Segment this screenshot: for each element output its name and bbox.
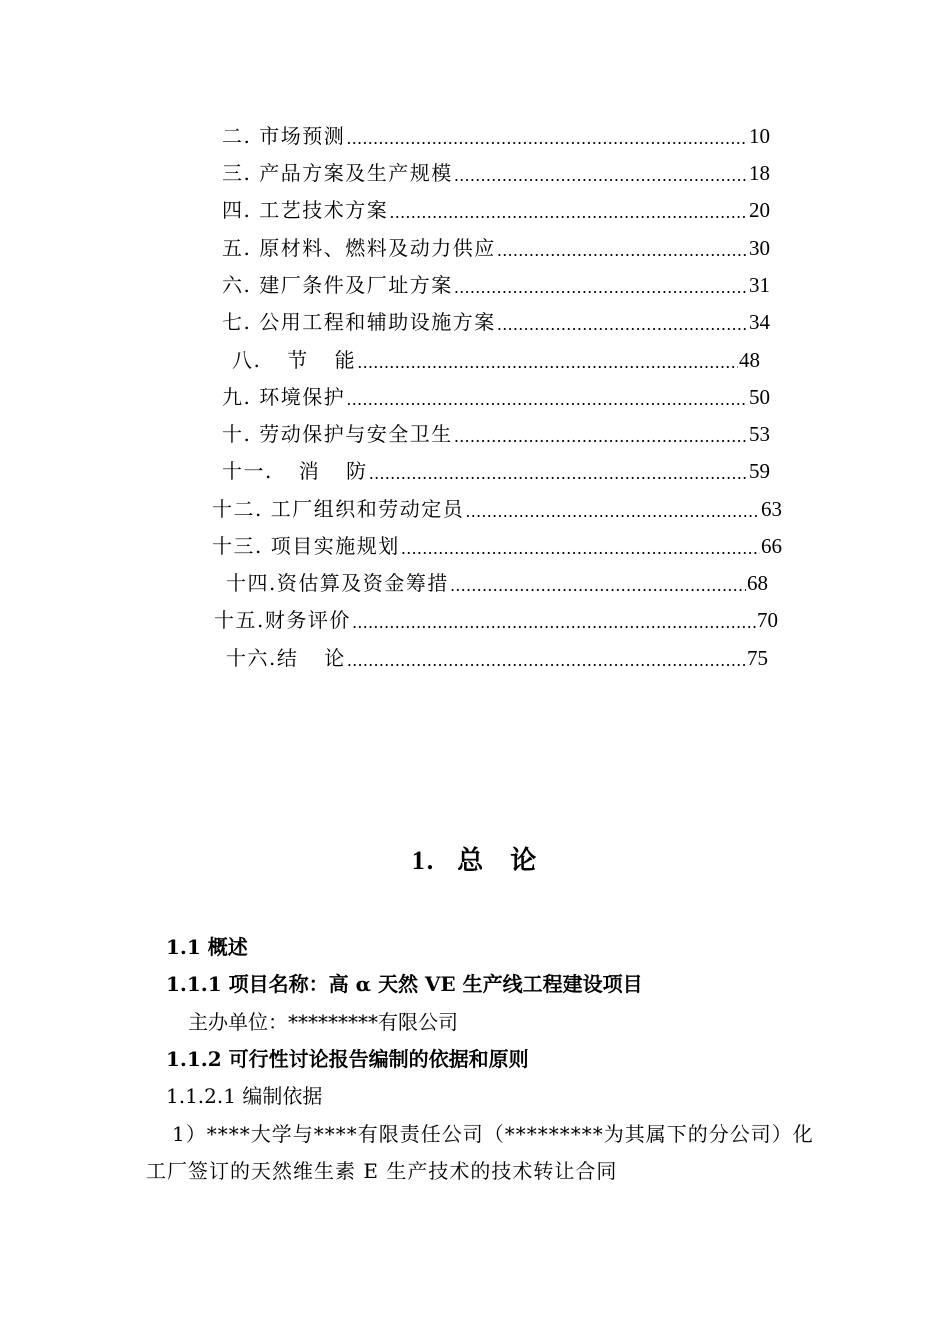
toc-entry-label: 十一. 消 防 [222,459,368,483]
chapter-number: 1. [411,846,436,875]
section-heading-1-1-1: 1.1.1 项目名称：高 α 天然 VE 生产线工程建设项目 [166,972,643,996]
toc-entry[interactable] [214,607,778,633]
toc-leader-dots [454,424,748,447]
toc-entry-label: 三. 产品方案及生产规模 [222,161,453,185]
toc-entry-page: 31 [749,273,770,297]
toc-entry-label: 十. 劳动保护与安全卫生 [222,422,453,446]
toc-entry[interactable] [226,570,768,596]
toc-leader-dots [369,461,748,484]
toc-entry-label: 十三. 项目实施规划 [212,534,400,558]
toc-leader-dots [357,350,738,373]
toc-leader-dots [389,200,748,223]
chapter-heading [0,840,950,877]
toc-leader-dots [497,312,748,335]
toc-leader-dots [346,126,748,149]
toc-entry-label: 十五.财务评价 [214,608,351,632]
toc-leader-dots [450,573,746,596]
toc-entry-label: 十四.资估算及资金筹措 [226,571,449,595]
section-heading-1-1: 1.1 概述 [166,935,248,959]
toc-entry-label: 十六.结 论 [226,646,346,670]
toc-entry[interactable] [222,160,770,186]
toc-entry-page: 63 [761,497,782,521]
toc-entry-page: 70 [757,608,778,632]
toc-entry-label: 五. 原材料、燃料及动力供应 [222,236,496,260]
toc-entry-label: 七. 公用工程和辅助设施方案 [222,310,496,334]
toc-entry-page: 20 [749,198,770,222]
toc-leader-dots [454,275,748,298]
toc-entry-page: 18 [749,161,770,185]
toc-entry[interactable] [222,309,770,335]
toc-leader-dots [347,648,746,671]
toc-leader-dots [401,536,760,559]
toc-entry-label: 九. 环境保护 [222,385,346,409]
toc-entry[interactable] [222,197,770,223]
toc-leader-dots [497,238,748,261]
toc-entry[interactable] [222,384,770,410]
toc-entry[interactable] [222,272,770,298]
toc-entry-page: 10 [749,124,770,148]
toc-entry[interactable] [222,458,770,484]
toc-entry[interactable] [222,421,770,447]
toc-entry-page: 68 [747,571,768,595]
toc-entry-page: 53 [749,422,770,446]
toc-leader-dots [465,499,760,522]
toc-entry-page: 30 [749,236,770,260]
toc-leader-dots [346,387,748,410]
toc-entry-label: 八. 节 能 [232,348,357,372]
toc-entry-label: 二. 市场预测 [222,124,346,148]
sponsor-line: 主办单位：*********有限公司 [188,1010,458,1034]
toc-entry[interactable] [222,235,770,261]
toc-entry-page: 34 [749,310,770,334]
section-heading-1-1-2: 1.1.2 可行性讨论报告编制的依据和原则 [166,1047,529,1071]
toc-entry-page: 59 [749,459,770,483]
chapter-title: 总 论 [457,846,539,876]
toc-entry-label: 六. 建厂条件及厂址方案 [222,273,453,297]
toc-entry[interactable] [226,645,768,671]
paragraph-line: 工厂签订的天然维生素 E 生产技术的技术转让合同 [146,1159,618,1183]
toc-entry[interactable] [232,347,760,373]
toc-entry-page: 48 [739,348,760,372]
toc-entry-label: 四. 工艺技术方案 [222,198,389,222]
toc-leader-dots [352,610,756,633]
toc-entry[interactable] [222,123,770,149]
section-heading-1-1-2-1: 1.1.2.1 编制依据 [166,1084,323,1108]
paragraph-line: 1）****大学与****有限责任公司（*********为其属下的分公司）化 [172,1122,814,1146]
toc-entry-page: 50 [749,385,770,409]
toc-entry[interactable] [212,533,782,559]
toc-entry-page: 66 [761,534,782,558]
toc-entry-page: 75 [747,646,768,670]
toc-leader-dots [454,163,748,186]
toc-entry[interactable] [212,496,782,522]
toc-entry-label: 十二. 工厂组织和劳动定员 [212,497,465,521]
